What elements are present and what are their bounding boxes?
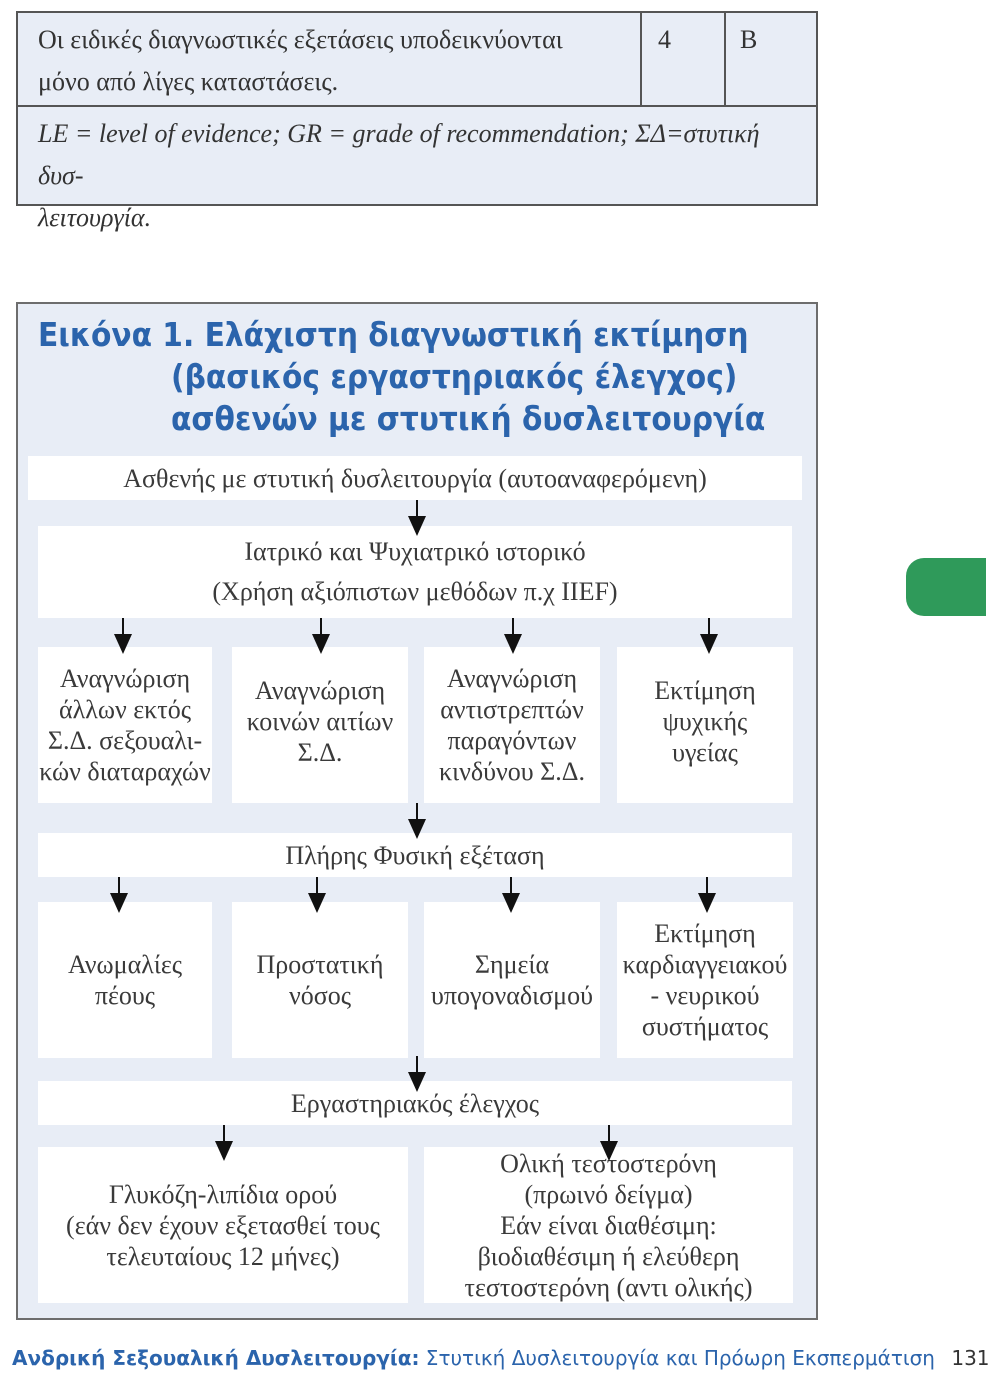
table-row: [18, 13, 816, 107]
flow-arrow: [215, 1125, 233, 1161]
item-line: Σ.Δ.: [297, 738, 343, 767]
item-line: Γλυκόζη-λιπίδια ορού: [108, 1179, 338, 1209]
history-line: (Χρήση αξιόπιστων μεθόδων π.χ IIEF): [212, 577, 618, 606]
lab-box: Εργαστηριακός έλεγχος: [38, 1081, 792, 1125]
table-cell-line: μόνο από λίγες καταστάσεις.: [38, 67, 339, 96]
item-line: υγείας: [672, 738, 738, 767]
physical-item-cardiovascular: [617, 902, 793, 1058]
physical-item-prostate: [232, 902, 408, 1058]
item-line: ψυχικής: [662, 707, 748, 736]
history-item-other-disorders: [38, 647, 212, 803]
item-line: Σημεία: [474, 950, 550, 979]
item-line: Εκτίμηση: [654, 919, 756, 948]
flow-arrow: [114, 618, 132, 654]
flow-arrow: [308, 877, 326, 913]
item-line: άλλων εκτός: [59, 695, 191, 724]
physical-exam-box: Πλήρης Φυσική εξέταση: [38, 833, 792, 877]
flow-arrow: [700, 618, 718, 654]
flow-arrow: [110, 877, 128, 913]
flow-arrow: [408, 1056, 426, 1092]
table-footnote: [38, 113, 808, 239]
figure-title-line: (βασικός εργαστηριακός έλεγχος): [171, 357, 738, 396]
figure-title-line: Εικόνα 1. Ελάχιστη διαγνωστική εκτίμηση: [38, 315, 749, 354]
flow-arrow: [408, 500, 426, 536]
footnote-line: LE = level of evidence; GR = grade of recommendation; ΣΔ=στυτική δυσ-: [38, 119, 760, 190]
patient-box: Ασθενής με στυτική δυσλειτουργία (αυτοαναφερόμενη): [28, 456, 802, 500]
footer-title-bold: Ανδρική Σεξουαλική Δυσλειτουργία:: [12, 1346, 420, 1370]
table-cell-line: Οι ειδικές διαγνωστικές εξετάσεις υποδεικνύονται: [38, 25, 563, 54]
item-line: Προστατική: [256, 950, 384, 979]
history-item-risk-factors: [424, 647, 600, 803]
item-line: βιοδιαθέσιμη ή ελεύθερη: [477, 1241, 740, 1271]
item-line: αντιστρεπτών: [440, 695, 584, 724]
footer-title-rest: Στυτική Δυσλειτουργία και Πρόωρη Εκσπερμάτιση: [419, 1346, 935, 1370]
page-number: 131: [951, 1346, 990, 1370]
item-line: Ολική τεστοστερόνη: [500, 1148, 717, 1178]
item-line: κών διαταραχών: [39, 757, 211, 786]
item-line: κοινών αιτίων: [246, 707, 394, 736]
item-line: τελευταίους 12 μήνες): [106, 1241, 340, 1271]
table-divider: [640, 13, 642, 107]
item-line: Σ.Δ. σεξουαλι-: [47, 726, 203, 755]
table-divider: [724, 13, 726, 107]
item-line: Ανωμαλίες: [67, 950, 183, 979]
item-line: τεστοστερόνη (αντι ολικής): [464, 1272, 753, 1302]
figure-title: [38, 314, 808, 440]
item-line: (πρωινό δείγμα): [524, 1179, 693, 1209]
table-cell-gr: B: [740, 25, 758, 54]
history-box: [38, 526, 792, 618]
item-line: Εάν είναι διαθέσιμη:: [500, 1210, 717, 1240]
lab-item-glucose-lipids: [38, 1147, 408, 1303]
history-line: Ιατρικό και Ψυχιατρικό ιστορικό: [244, 537, 586, 566]
section-tab: [906, 558, 986, 616]
item-line: συστήματος: [641, 1012, 769, 1041]
flow-arrow: [698, 877, 716, 913]
item-line: Αναγνώριση: [254, 676, 386, 705]
physical-item-penile: [38, 902, 212, 1058]
item-line: Αναγνώριση: [59, 664, 191, 693]
table-cell-text: [38, 19, 638, 103]
item-line: καρδιαγγειακού: [622, 950, 788, 979]
item-line: - νευρικού: [650, 981, 760, 1010]
item-line: πέους: [94, 981, 156, 1010]
footnote-line: λειτουργία.: [38, 203, 152, 232]
item-line: Αναγνώριση: [446, 664, 578, 693]
flow-arrow: [600, 1125, 618, 1161]
item-line: νόσος: [288, 981, 352, 1010]
flow-arrow: [408, 803, 426, 839]
evidence-table: [16, 11, 818, 232]
flow-arrow: [504, 618, 522, 654]
flow-arrow: [502, 877, 520, 913]
physical-item-hypogonadism: [424, 902, 600, 1058]
history-item-common-causes: [232, 647, 408, 803]
item-line: κινδύνου Σ.Δ.: [439, 757, 585, 786]
table-cell-le: 4: [658, 25, 671, 54]
flow-arrow: [312, 618, 330, 654]
flowchart-figure: [16, 302, 818, 1320]
figure-title-line: ασθενών με στυτική δυσλειτουργία: [171, 399, 766, 438]
item-line: (εάν δεν έχουν εξετασθεί τους: [66, 1210, 380, 1240]
history-item-mental-health: [617, 647, 793, 803]
item-line: παραγόντων: [447, 726, 577, 755]
item-line: Εκτίμηση: [654, 676, 756, 705]
page-footer: [12, 1346, 990, 1370]
lab-item-testosterone: [424, 1147, 793, 1303]
item-line: υπογοναδισμού: [431, 981, 593, 1010]
